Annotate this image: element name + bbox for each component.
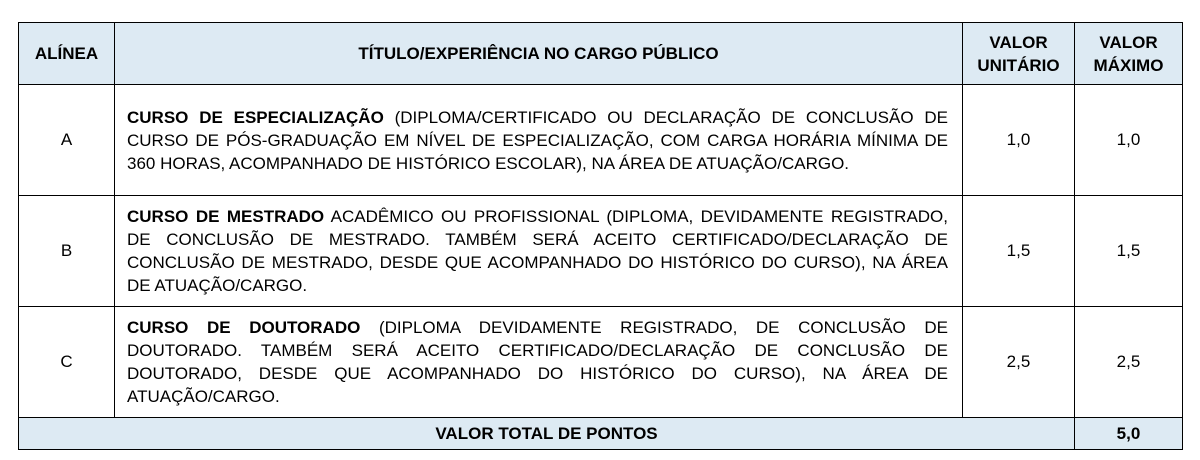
row-valor-maximo: 1,5 <box>1075 196 1183 307</box>
header-valor-maximo <box>1075 23 1183 85</box>
row-description-text: (DIPLOMA DEVIDAMENTE REGISTRADO, DE CONCLUSÃO DE DOUTORADO. TAMBÉM SERÁ ACEITO CERTIFICADO/DECLARAÇÃO DE CONCLUSÃO DE DOUTORADO, DESDE QUE ACOMPANHADO DO HISTÓRICO DO CURSO), NA ÁREA DE ATUAÇÃO/CARGO. <box>127 318 948 407</box>
table-row <box>19 196 1183 307</box>
table-header-row <box>19 23 1183 85</box>
row-description <box>115 307 963 418</box>
header-valor-unitario-line1: VALOR <box>989 32 1048 52</box>
table-row <box>19 85 1183 196</box>
row-alinea: C <box>19 307 115 418</box>
row-valor-maximo: 2,5 <box>1075 307 1183 418</box>
score-table <box>18 22 1183 450</box>
table-row <box>19 307 1183 418</box>
header-titulo: TÍTULO/EXPERIÊNCIA NO CARGO PÚBLICO <box>115 23 963 85</box>
row-valor-unitario: 2,5 <box>963 307 1075 418</box>
row-valor-unitario: 1,5 <box>963 196 1075 307</box>
total-value: 5,0 <box>1075 418 1183 450</box>
header-valor-unitario <box>963 23 1075 85</box>
row-description-text: ACADÊMICO OU PROFISSIONAL (DIPLOMA, DEVIDAMENTE REGISTRADO, DE CONCLUSÃO DE MESTRADO. TAMBÉM SERÁ ACEITO CERTIFICADO/DECLARAÇÃO DE CONCLUSÃO DE MESTRADO, DESDE QUE ACOMPANHADO DO HISTÓRICO DO CURSO), NA ÁREA DE ATUAÇÃO/CARGO. <box>127 207 949 296</box>
header-valor-maximo-line2: MÁXIMO <box>1093 55 1164 75</box>
row-valor-unitario: 1,0 <box>963 85 1075 196</box>
row-description <box>115 196 963 307</box>
row-valor-maximo: 1,0 <box>1075 85 1183 196</box>
row-title-bold: CURSO DE ESPECIALIZAÇÃO <box>127 107 384 127</box>
header-valor-maximo-line1: VALOR <box>1099 32 1158 52</box>
total-label: VALOR TOTAL DE PONTOS <box>19 418 1075 450</box>
header-valor-unitario-line2: UNITÁRIO <box>977 55 1060 75</box>
row-alinea: A <box>19 85 115 196</box>
row-title-bold: CURSO DE MESTRADO <box>127 207 325 227</box>
row-alinea: B <box>19 196 115 307</box>
row-description-text: (DIPLOMA/CERTIFICADO OU DECLARAÇÃO DE CONCLUSÃO DE CURSO DE PÓS-GRADUAÇÃO EM NÍVEL DE ESPECIALIZAÇÃO, COM CARGA HORÁRIA MÍNIMA DE 360 HORAS, ACOMPANHADO DE HISTÓRICO ESCOLAR), NA ÁREA DE ATUAÇÃO/CARGO. <box>127 107 948 173</box>
header-alinea: ALÍNEA <box>19 23 115 85</box>
row-title-bold: CURSO DE DOUTORADO <box>127 318 361 338</box>
row-description <box>115 85 963 196</box>
table-total-row <box>19 418 1183 450</box>
